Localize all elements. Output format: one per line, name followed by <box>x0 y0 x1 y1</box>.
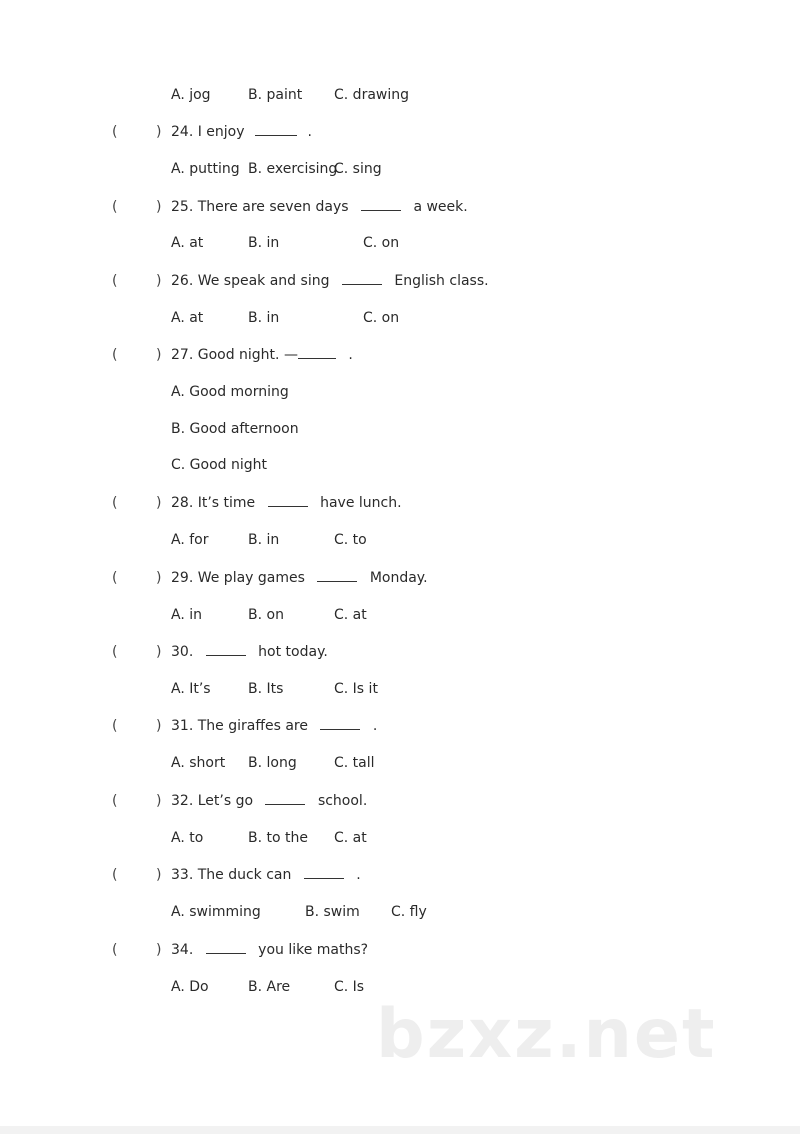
q32-answer-blank <box>265 792 305 805</box>
q31-answer-blank <box>320 717 360 730</box>
q24-option-b: B. exercising <box>248 161 338 177</box>
q24-text-before: 24. I enjoy <box>171 124 245 140</box>
q28-paren-left: ( <box>112 495 118 511</box>
q34-paren-right: ) <box>156 942 162 958</box>
watermark: bzxz.net <box>376 995 717 1074</box>
q34-answer-blank <box>206 941 246 954</box>
q25-option-a: A. at <box>171 235 204 251</box>
q24-text-after: . <box>307 124 312 140</box>
q31-paren-left: ( <box>112 718 118 734</box>
q25-answer-blank <box>361 198 401 211</box>
q26-paren-right: ) <box>156 273 162 289</box>
q29-option-a: A. in <box>171 607 202 623</box>
q27-text-before: 27. Good night. — <box>171 347 298 363</box>
q27-option-c: C. Good night <box>171 457 268 473</box>
q30-text-after: hot today. <box>258 644 328 660</box>
q25-text-after: a week. <box>413 199 468 215</box>
q27-question <box>171 346 353 364</box>
q34-question <box>171 941 368 959</box>
q32-paren-right: ) <box>156 793 162 809</box>
q30-question <box>171 643 328 661</box>
q33-question <box>171 866 361 884</box>
q31-paren-right: ) <box>156 718 162 734</box>
q24-question <box>171 123 312 141</box>
q29-question <box>171 569 428 587</box>
q31-option-c: C. tall <box>334 755 375 771</box>
q26-text-before: 26. We speak and sing <box>171 273 330 289</box>
q24-paren-right: ) <box>156 124 162 140</box>
page-bottom-edge <box>0 1126 800 1134</box>
q32-text-before: 32. Let’s go <box>171 793 254 809</box>
q34-text-before: 34. <box>171 942 194 958</box>
q33-option-b: B. swim <box>305 904 360 920</box>
q24-option-c: C. sing <box>334 161 382 177</box>
q24-option-a: A. putting <box>171 161 240 177</box>
q33-option-a: A. swimming <box>171 904 261 920</box>
q33-paren-right: ) <box>156 867 162 883</box>
q28-text-after: have lunch. <box>320 495 402 511</box>
q26-text-after: English class. <box>394 273 489 289</box>
q30-paren-left: ( <box>112 644 118 660</box>
q31-text-before: 31. The giraffes are <box>171 718 308 734</box>
q30-option-b: B. Its <box>248 681 284 697</box>
q27-text-after: . <box>348 347 353 363</box>
q32-option-a: A. to <box>171 830 204 846</box>
q27-option-b: B. Good afternoon <box>171 421 299 437</box>
q29-option-b: B. on <box>248 607 284 623</box>
q28-option-c: C. to <box>334 532 367 548</box>
q32-option-b: B. to the <box>248 830 308 846</box>
q32-question <box>171 792 367 810</box>
q28-question <box>171 494 402 512</box>
q30-paren-right: ) <box>156 644 162 660</box>
q23-option-b: B. paint <box>248 87 303 103</box>
q29-paren-right: ) <box>156 570 162 586</box>
q28-option-a: A. for <box>171 532 209 548</box>
q33-text-after: . <box>356 867 361 883</box>
q25-text-before: 25. There are seven days <box>171 199 349 215</box>
q26-option-c: C. on <box>363 310 400 326</box>
q33-text-before: 33. The duck can <box>171 867 292 883</box>
q26-question <box>171 272 489 290</box>
q30-text-before: 30. <box>171 644 194 660</box>
q33-option-c: C. fly <box>391 904 427 920</box>
q34-text-after: you like maths? <box>258 942 369 958</box>
q30-option-a: A. It’s <box>171 681 211 697</box>
q33-paren-left: ( <box>112 867 118 883</box>
q30-answer-blank <box>206 643 246 656</box>
q28-text-before: 28. It’s time <box>171 495 256 511</box>
q34-paren-left: ( <box>112 942 118 958</box>
q29-answer-blank <box>317 569 357 582</box>
q28-answer-blank <box>268 494 308 507</box>
q29-paren-left: ( <box>112 570 118 586</box>
q33-answer-blank <box>304 866 344 879</box>
q31-option-a: A. short <box>171 755 226 771</box>
q27-paren-right: ) <box>156 347 162 363</box>
q24-answer-blank <box>255 123 297 136</box>
q27-option-a: A. Good morning <box>171 384 289 400</box>
q31-question <box>171 717 377 735</box>
q26-answer-blank <box>342 272 382 285</box>
q27-answer-blank <box>298 346 336 359</box>
q23-option-a: A. jog <box>171 87 211 103</box>
q34-option-b: B. Are <box>248 979 291 995</box>
q30-option-c: C. Is it <box>334 681 378 697</box>
q29-option-c: C. at <box>334 607 367 623</box>
q25-question <box>171 198 468 216</box>
q29-text-before: 29. We play games <box>171 570 305 586</box>
q34-option-c: C. Is <box>334 979 365 995</box>
q31-option-b: B. long <box>248 755 297 771</box>
q29-text-after: Monday. <box>369 570 428 586</box>
q31-text-after: . <box>372 718 378 734</box>
q23-option-c: C. drawing <box>334 87 409 103</box>
q34-option-a: A. Do <box>171 979 209 995</box>
q28-paren-right: ) <box>156 495 162 511</box>
q32-option-c: C. at <box>334 830 367 846</box>
q32-text-after: school. <box>317 793 368 809</box>
q25-paren-left: ( <box>112 199 118 215</box>
q32-paren-left: ( <box>112 793 118 809</box>
q27-paren-left: ( <box>112 347 118 363</box>
q25-option-c: C. on <box>363 235 400 251</box>
q26-option-b: B. in <box>248 310 280 326</box>
q25-paren-right: ) <box>156 199 162 215</box>
q28-option-b: B. in <box>248 532 280 548</box>
q26-paren-left: ( <box>112 273 118 289</box>
q25-option-b: B. in <box>248 235 280 251</box>
q24-paren-left: ( <box>112 124 118 140</box>
q26-option-a: A. at <box>171 310 204 326</box>
